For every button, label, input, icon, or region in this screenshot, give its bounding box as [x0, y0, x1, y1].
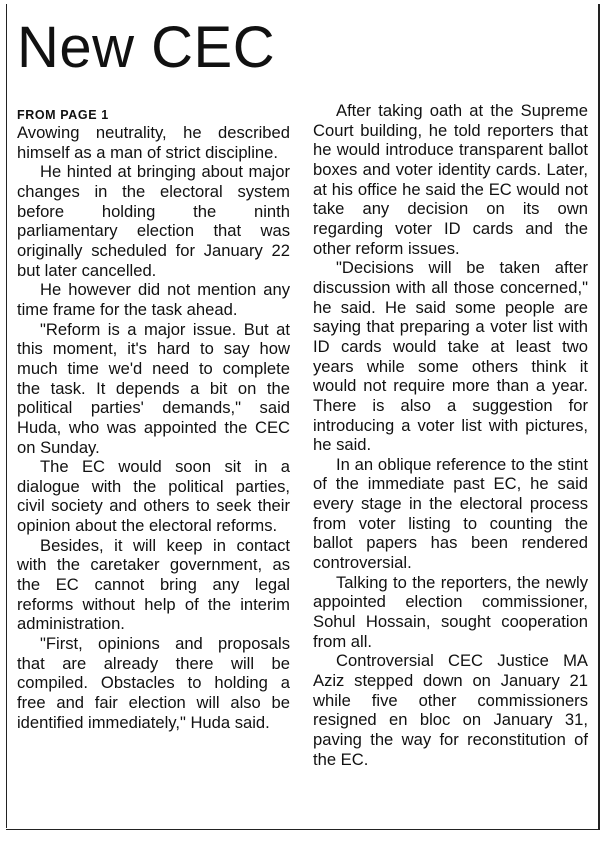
paragraph: "Reform is a major issue. But at this moment, it's hard to say how much time we'd need to complete the task. It depends a bit on the political parties' demands," said Huda, who was appointed the CEC on Sunday. [17, 319, 290, 457]
headline: New CEC [17, 15, 276, 80]
article-column-left [17, 101, 290, 732]
paragraph: The EC would soon sit in a dialogue with the political parties, civil society and others to seek their opinion about the electoral reforms. [17, 457, 290, 536]
paragraph: After taking oath at the Supreme Court building, he told reporters that he would introduce transparent ballot boxes and voter identity cards. Later, at his office he said the EC would not take any decision on its own regarding voter ID cards and the other reform issues. [313, 101, 588, 258]
paragraph: He however did not mention any time frame for the task ahead. [17, 280, 290, 319]
paragraph: "Decisions will be taken after discussion with all those concerned," he said. He said some people are saying that preparing a voter list with ID cards would take at least two years while some others think it would not require more than a year. There is also a suggestion for introducing a voter list with pictures, he said. [313, 258, 588, 455]
jump-line: FROM PAGE 1 [17, 108, 109, 122]
paragraph: Talking to the reporters, the newly appointed election commissioner, Sohul Hossain, sought cooperation from all. [313, 572, 588, 651]
column-rule-right [598, 4, 600, 830]
paragraph: In an oblique reference to the stint of the immediate past EC, he said every stage in the electoral process from voter listing to counting the ballot papers has been rendered controversial. [313, 454, 588, 573]
column-rule-left [6, 4, 7, 828]
paragraph: He hinted at bringing about major changes in the electoral system before holding the ninth parliamentary election that was originally scheduled for January 22 but later cancelled. [17, 162, 290, 280]
paragraph: "First, opinions and proposals that are already there will be compiled. Obstacles to holding a free and fair election will also be identified immediately," Huda said. [17, 634, 290, 732]
paragraph: Avowing neutrality, he described himself as a man of strict discipline. [17, 123, 290, 162]
paragraph: Besides, it will keep in contact with the caretaker government, as the EC cannot bring any legal reforms without help of the interim administration. [17, 535, 290, 634]
bottom-rule [6, 829, 600, 830]
paragraph: Controversial CEC Justice MA Aziz stepped down on January 21 while five other commissioners resigned en bloc on January 31, paving the way for reconstitution of the EC. [313, 651, 588, 769]
article-column-right [313, 101, 588, 769]
